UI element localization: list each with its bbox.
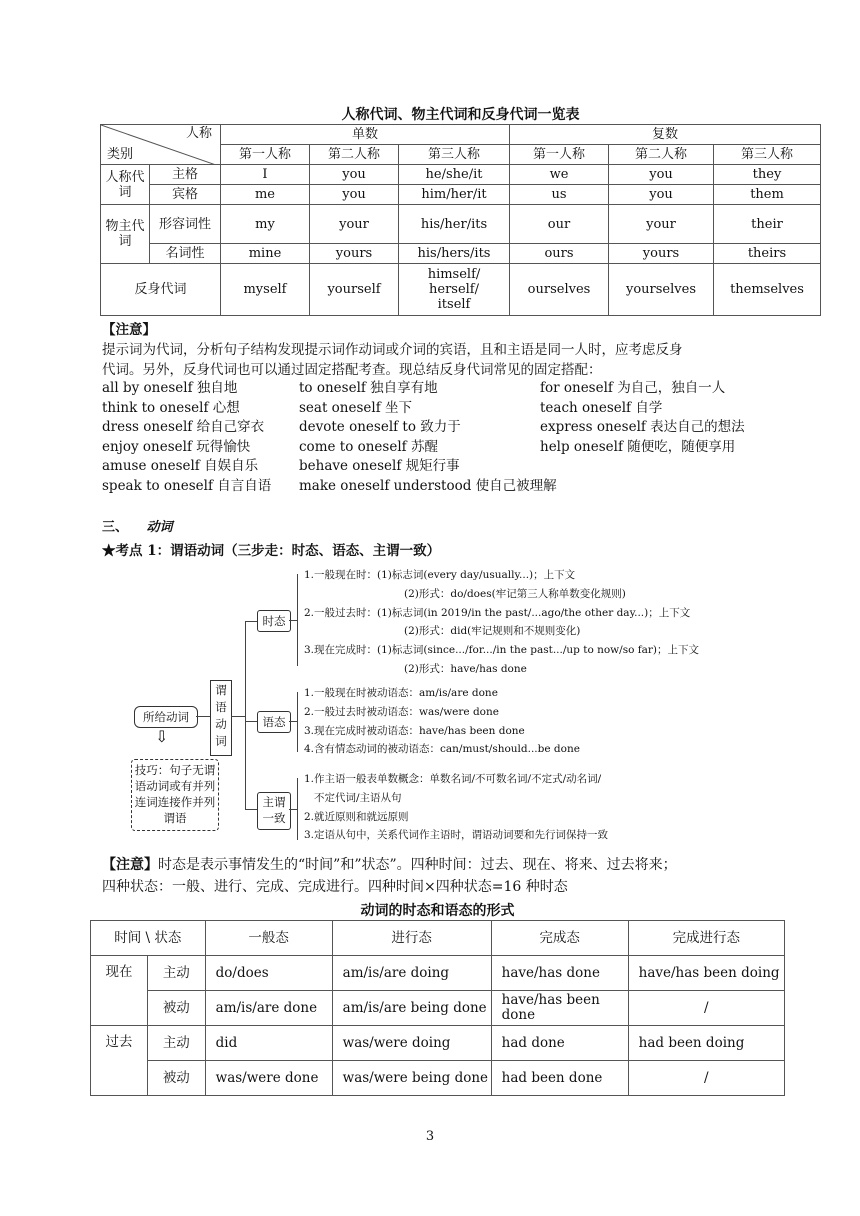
cell: mine: [221, 244, 310, 264]
row-label-subject: 主格: [150, 165, 221, 185]
branch-line: 4.含有情态动词的被动语态：can/must/should...be done: [304, 743, 580, 756]
branch-line: 1.一般现在时被动语态：am/is/are done: [304, 687, 498, 699]
phrase: amuse oneself 自娱自乐: [102, 458, 259, 475]
person-header: 第三人称: [399, 145, 510, 165]
note-2: [102, 854, 802, 898]
agreement-box: 主谓一致: [257, 792, 291, 830]
phrase: seat oneself 坐下: [299, 399, 413, 416]
singular-header: 单数: [221, 125, 510, 145]
cell: himself/ herself/ itself: [399, 264, 510, 316]
connector: [245, 721, 257, 722]
cell: he/she/it: [399, 165, 510, 185]
phrase: speak to oneself 自言自语: [102, 477, 272, 494]
cell: we: [510, 165, 609, 185]
tense-box: 时态: [257, 610, 291, 632]
kaodian-heading: ★考点 1：谓语动词（三步走：时态、语态、主谓一致）: [102, 543, 441, 559]
person-header: 第三人称: [714, 145, 821, 165]
connector: [289, 620, 297, 621]
page-number: 3: [425, 1129, 435, 1144]
row-label-passive: 被动: [148, 1061, 206, 1096]
root-box: 所给动词: [134, 706, 198, 728]
cell: /: [628, 1061, 784, 1096]
tense-table: [90, 920, 785, 1096]
phrase: think to oneself 心想: [102, 399, 240, 416]
connector: [245, 621, 257, 622]
cell: you: [310, 165, 399, 185]
row-label-active: 主动: [148, 1026, 206, 1061]
cell: you: [609, 165, 714, 185]
cell: have/has been done: [491, 991, 628, 1026]
cell: am/is/are done: [205, 991, 332, 1026]
phrase: teach oneself 自学: [540, 399, 663, 416]
cell: have/has done: [491, 956, 628, 991]
connector: [245, 809, 257, 810]
row-label-passive: 被动: [148, 991, 206, 1026]
plural-header: 复数: [510, 125, 821, 145]
connector: [196, 716, 210, 717]
cell: had been done: [491, 1061, 628, 1096]
cell: my: [221, 205, 310, 244]
row-label-object: 宾格: [150, 185, 221, 205]
column-header: 一般态: [205, 921, 332, 956]
phrase: come to oneself 苏醒: [299, 438, 438, 455]
branch-line: 不定代词/主语从句: [314, 791, 402, 804]
group-personal: 人称代词: [101, 165, 150, 205]
branch-line: 1.一般现在时：(1)标志词(every day/usually...)；上下文: [304, 569, 576, 581]
cell: you: [609, 185, 714, 205]
note-line: 提示词为代词，分析句子结构发现提示词作动词或介词的宾语，且和主语是同一人时，应考虑反身: [102, 342, 683, 358]
cell: yourselves: [609, 264, 714, 316]
phrase: all by oneself 独自地: [102, 380, 238, 396]
phrase: devote oneself to 致力于: [299, 419, 461, 436]
section-heading: [102, 516, 173, 535]
note-line: 代词。另外，反身代词也可以通过固定搭配考查。现总结反身代词常见的固定搭配：: [102, 362, 602, 378]
column-header: 进行态: [332, 921, 491, 956]
arrow-down-icon: ⇩: [155, 727, 169, 746]
bracket: [297, 574, 298, 666]
phrase: dress oneself 给自己穿衣: [102, 419, 265, 436]
row-group-present: 现在: [91, 956, 148, 1026]
person-header: 第一人称: [221, 145, 310, 165]
cell: his/her/its: [399, 205, 510, 244]
cell: had done: [491, 1026, 628, 1061]
group-possessive: 物主代词: [101, 205, 150, 264]
note-heading: 【注意】: [102, 322, 156, 338]
phrase: behave oneself 规矩行事: [299, 458, 460, 475]
cell: I: [221, 165, 310, 185]
phrase-column-2: [299, 379, 557, 497]
cell: ourselves: [510, 264, 609, 316]
phrase: to oneself 独自享有地: [299, 380, 438, 396]
corner-cell: [101, 125, 221, 165]
branch-line: (2)形式：did(牢记规则和不规则变化): [404, 625, 581, 638]
connector: [231, 716, 245, 717]
branch-line: (2)形式：have/has done: [404, 662, 527, 675]
cell: have/has been doing: [628, 956, 784, 991]
cell: had been doing: [628, 1026, 784, 1061]
row-label-reflexive: 反身代词: [101, 264, 221, 316]
tense-table-title: 动词的时态和语态的形式: [360, 903, 515, 919]
cell: ours: [510, 244, 609, 264]
bracket: [297, 692, 298, 752]
branch-line: 2.就近原则和就远原则: [304, 810, 409, 823]
section-number: 三、: [102, 520, 129, 535]
cell: was/were done: [205, 1061, 332, 1096]
person-header: 第一人称: [510, 145, 609, 165]
cell: your: [609, 205, 714, 244]
branch-line: 3.现在完成时被动语态：have/has been done: [304, 724, 525, 737]
column-header: 完成态: [491, 921, 628, 956]
cell: him/her/it: [399, 185, 510, 205]
cell: yours: [310, 244, 399, 264]
corner-top-label: 人称: [185, 126, 212, 141]
person-header: 第二人称: [310, 145, 399, 165]
column-header: 完成进行态: [628, 921, 784, 956]
person-header: 第二人称: [609, 145, 714, 165]
cell: your: [310, 205, 399, 244]
bracket: [297, 778, 298, 840]
cell: do/does: [205, 956, 332, 991]
branch-line: 1.作主语一般表单数概念：单数名词/不可数名词/不定式/动名词/: [304, 773, 602, 785]
cell: yours: [609, 244, 714, 264]
cell: their: [714, 205, 821, 244]
note-1: [102, 320, 802, 380]
cell: myself: [221, 264, 310, 316]
cell: /: [628, 991, 784, 1026]
cell: our: [510, 205, 609, 244]
row-label-active: 主动: [148, 956, 206, 991]
cell: his/hers/its: [399, 244, 510, 264]
corner-bottom-label: 类别: [107, 147, 134, 162]
branch-line: 2.一般过去时被动语态：was/were done: [304, 705, 499, 718]
phrase-column-3: [540, 379, 745, 457]
connector: [245, 621, 246, 809]
cell: yourself: [310, 264, 399, 316]
connector: [289, 721, 297, 722]
branch-line: 3.定语从句中，关系代词作主语时，谓语动词要和先行词保持一致: [304, 829, 609, 842]
pronoun-table-title: 人称代词、物主代词和反身代词一览表: [341, 107, 580, 123]
cell: themselves: [714, 264, 821, 316]
corner-cell: 时间 \ 状态: [91, 921, 206, 956]
cell: did: [205, 1026, 332, 1061]
tense-branch: [304, 566, 699, 679]
row-label-noun: 名词性: [150, 244, 221, 264]
predicate-box: 谓语动词: [210, 680, 232, 756]
branch-line: (2)形式：do/does(牢记第三人称单数变化规则): [404, 587, 626, 600]
voice-box: 语态: [257, 711, 291, 733]
cell: us: [510, 185, 609, 205]
cell: you: [310, 185, 399, 205]
branch-line: 3.现在完成时：(1)标志词(since.../for.../in the past.../up to now/so far)；上下文: [304, 644, 700, 657]
voice-branch: [304, 684, 580, 759]
note-heading: 【注意】: [102, 857, 158, 873]
phrase-column-1: [102, 379, 271, 497]
phrase: for oneself 为自己，独自一人: [540, 380, 726, 396]
cell: theirs: [714, 244, 821, 264]
cell: am/is/are doing: [332, 956, 491, 991]
cell: them: [714, 185, 821, 205]
cell: am/is/are being done: [332, 991, 491, 1026]
phrase: express oneself 表达自己的想法: [540, 419, 745, 436]
pronoun-table: [100, 124, 821, 316]
section-title: 动词: [146, 520, 173, 535]
note-line: 四种状态：一般、进行、完成、完成进行。四种时间×四种状态=16 种时态: [102, 879, 568, 895]
row-label-adj: 形容词性: [150, 205, 221, 244]
row-group-past: 过去: [91, 1026, 148, 1096]
tip-box: 技巧：句子无谓语动词或有并列连词连接作并列谓语: [131, 759, 219, 831]
branch-line: 2.一般过去时：(1)标志词(in 2019/in the past/...ago/the other day...)；上下文: [304, 606, 691, 619]
cell: was/were doing: [332, 1026, 491, 1061]
cell: they: [714, 165, 821, 185]
agreement-branch: [304, 770, 608, 845]
phrase: enjoy oneself 玩得愉快: [102, 438, 251, 455]
cell: was/were being done: [332, 1061, 491, 1096]
note-line: 时态是表示事情发生的“时间”和”状态”。四种时间：过去、现在、将来、过去将来；: [158, 857, 677, 873]
phrase: make oneself understood 使自己被理解: [299, 477, 557, 494]
cell: me: [221, 185, 310, 205]
connector: [289, 809, 297, 810]
phrase: help oneself 随便吃，随便享用: [540, 438, 736, 455]
